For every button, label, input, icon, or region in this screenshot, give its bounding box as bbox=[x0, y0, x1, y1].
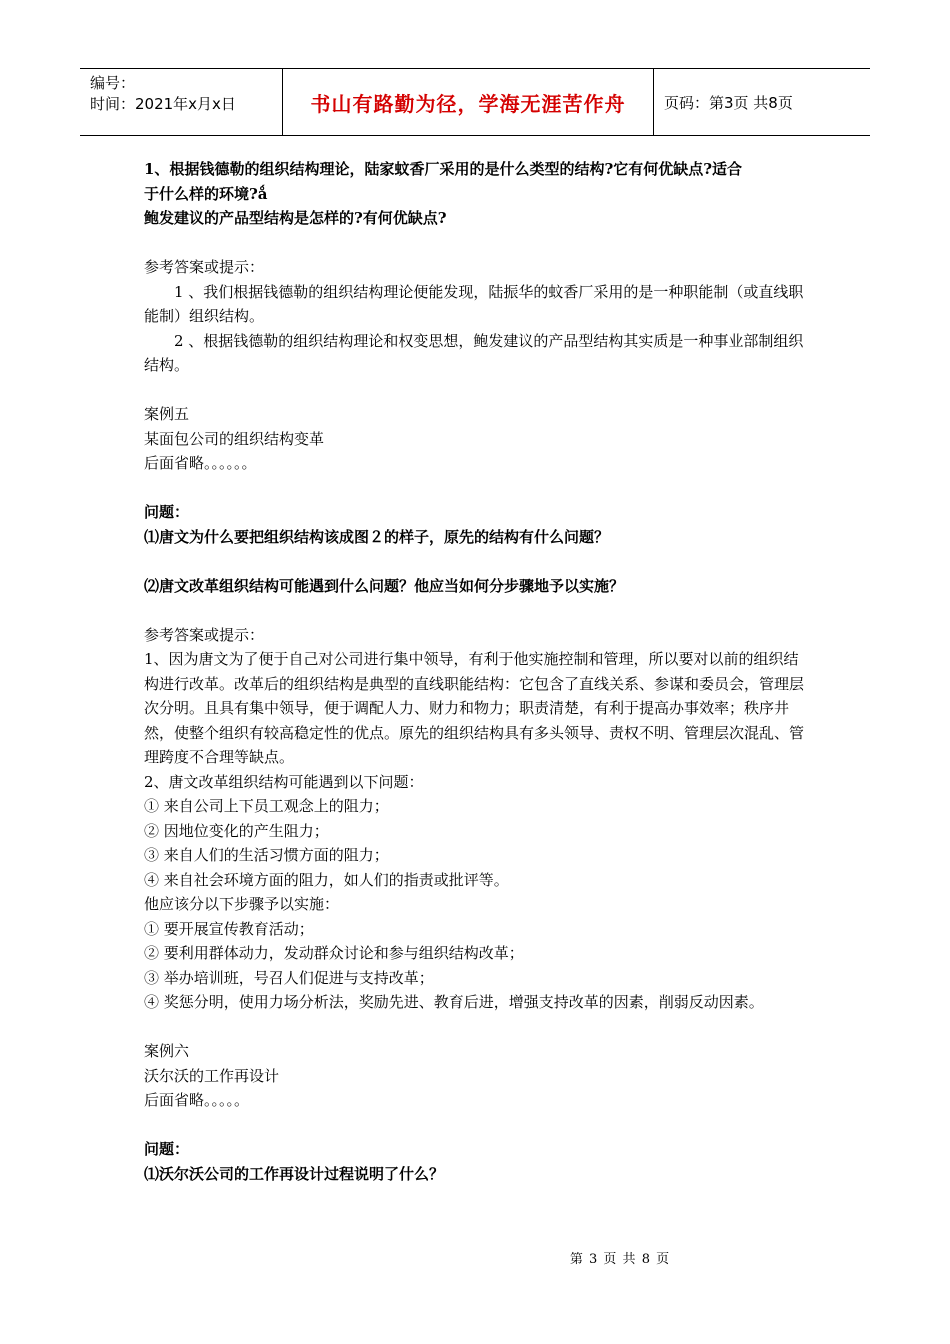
answer-paragraph: 2、唐文改革组织结构可能遇到以下问题： bbox=[144, 772, 424, 791]
list-item: ④ 奖惩分明，使用力场分析法，奖励先进、教育后进，增强支持改革的因素，削弱反动因素。 bbox=[144, 993, 764, 1011]
list-item: ④ 来自社会环境方面的阻力，如人们的指责或批评等。 bbox=[144, 870, 509, 889]
list-item: ① 要开展宣传教育活动； bbox=[144, 919, 314, 938]
case-omitted-note: 后面省略。。。。。 bbox=[144, 1091, 250, 1109]
page-footer: 第 3 页 共 8 页 bbox=[569, 1252, 671, 1267]
answer-paragraph: 1 、我们根据钱德勒的组织结构理论便能发现，陆振华的蚊香厂采用的是一种职能制（或直线职能制）组织结构。 bbox=[144, 282, 804, 325]
list-item: ② 要利用群体动力，发动群众讨论和参与组织结构改革； bbox=[144, 944, 524, 962]
case-title: 案例六 bbox=[144, 1042, 190, 1060]
questions-label: 问题： bbox=[144, 503, 190, 521]
header-page-label: 页码：第3页 共8页 bbox=[664, 93, 793, 112]
answer-paragraph: 他应该分以下步骤予以实施： bbox=[144, 895, 340, 913]
case-question: ⑴唐文为什么要把组织结构该成图２的样子，原先的结构有什么问题？ bbox=[144, 527, 610, 546]
document-body bbox=[144, 157, 810, 1186]
answer-paragraph: 1、因为唐文为了便于自己对公司进行集中领导，有利于他实施控制和管理，所以要对以前的组织结构进行改革。改革后的组织结构是典型的直线职能结构：它包含了直线关系、参谋和委员会，管理层次分明。且具有集中领导，便于调配人力、财力和物力；职责清楚，有利于提高办事效率；秩序井然，使整个组织有较高稳定性的优点。原先的组织结构具有多头领导、责权不明、管理层次混乱、管理跨度不合理等缺点。 bbox=[144, 650, 805, 766]
list-item: ② 因地位变化的产生阻力； bbox=[144, 821, 329, 840]
case-omitted-note: 后面省略。。。。。。 bbox=[144, 454, 257, 472]
question-1-line-2: 于什么样的环境?ǻ bbox=[144, 184, 268, 203]
header-info bbox=[80, 69, 282, 135]
reference-label: 参考答案或提示： bbox=[144, 625, 265, 644]
list-item: ③ 举办培训班，号召人们促进与支持改革； bbox=[144, 968, 434, 987]
case-subtitle: 沃尔沃的工作再设计 bbox=[144, 1066, 280, 1085]
list-item: ① 来自公司上下员工观念上的阻力； bbox=[144, 797, 389, 815]
case-subtitle: 某面包公司的组织结构变革 bbox=[144, 429, 325, 448]
question-2: 鲍发建议的产品型结构是怎样的?有何优缺点? bbox=[144, 209, 447, 227]
question-1-line-1: 1、根据钱德勒的组织结构理论，陆家蚊香厂采用的是什么类型的结构?它有何优缺点?适合 bbox=[144, 160, 743, 178]
answer-paragraph: 2 、根据钱德勒的组织结构理论和权变思想，鲍发建议的产品型结构其实质是一种事业部制组织结构。 bbox=[144, 331, 804, 374]
reference-label: 参考答案或提示： bbox=[144, 258, 265, 276]
page-header bbox=[80, 68, 870, 136]
header-motto: 书山有路勤为径，学海无涯苦作舟 bbox=[282, 69, 654, 135]
questions-label: 问题： bbox=[144, 1140, 190, 1158]
case-question: ⑵唐文改革组织结构可能遇到什么问题？他应当如何分步骤地予以实施？ bbox=[144, 576, 625, 595]
case-title: 案例五 bbox=[144, 405, 190, 423]
list-item: ③ 来自人们的生活习惯方面的阻力； bbox=[144, 846, 389, 864]
date-label: 时间：2021年x月x日 bbox=[90, 95, 236, 113]
code-label: 编号： bbox=[90, 74, 136, 92]
case-question: ⑴沃尔沃公司的工作再设计过程说明了什么？ bbox=[144, 1164, 445, 1183]
